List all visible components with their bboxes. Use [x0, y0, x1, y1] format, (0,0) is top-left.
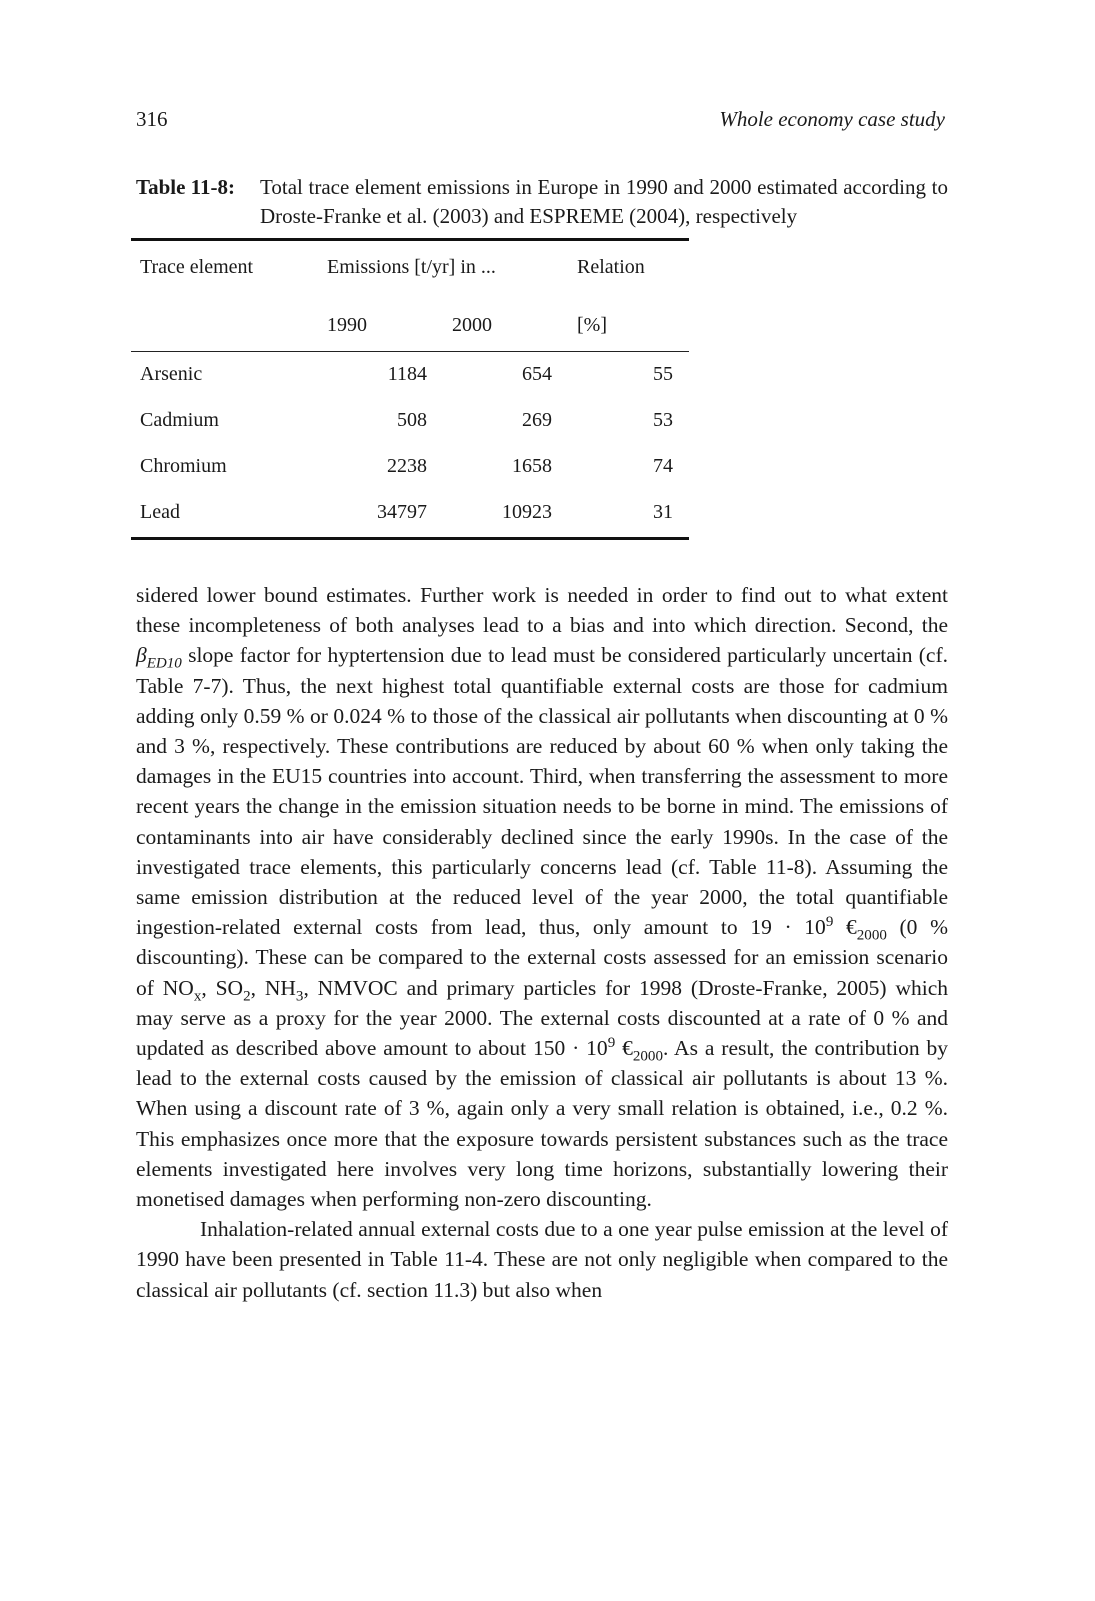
table-top-rule — [131, 238, 689, 241]
table-caption-text: Total trace element emissions in Europe in 1990 and 2000 estimated according to Droste-Franke et al. (2003) and ESPREME (2004), respectively — [260, 175, 948, 228]
col-header-relation: Relation — [577, 256, 645, 278]
subheader-percent: [%] — [577, 314, 607, 336]
euro-symbol: € — [615, 1036, 633, 1061]
text-run: . As a result, the contribution by lead to the external costs caused by the emission of classical air pollutants is about 13 %. When using a discount rate of 3 %, again only a very small relation is obtained, i.e., 0.2 %. This emphasizes once more that the exposure towards persistent substances such as the trace elements investigated here involves very long time horizons, substantially lowering their monetised damages when performing non-zero discounting. — [136, 1036, 948, 1212]
text-run: sidered lower bound estimates. Further work is needed in order to find out to what extent these incompleteness of both analyses lead to a bias and into which direction. Second, the — [136, 583, 948, 638]
text-run: , NH — [250, 975, 296, 1000]
col-header-emissions: Emissions [t/yr] in ... — [327, 256, 496, 278]
text-run: , SO — [201, 975, 244, 1000]
text-run: , NMVOC and primary particles for 1998 (Droste-Franke, 2005) which may serve as a proxy for the year 2000. The external costs discounted at a rate of 0 % and updated as described above amount to about 150 · 10 — [136, 975, 948, 1061]
cell-relation: 53 — [653, 409, 673, 431]
cell-element: Cadmium — [140, 409, 219, 431]
table-caption-label: Table 11-8: — [136, 175, 235, 199]
cell-1990: 34797 — [377, 501, 427, 523]
paragraph — [136, 580, 948, 1214]
cell-2000: 10923 — [502, 501, 552, 523]
beta-subscript: ED10 — [146, 655, 182, 672]
subscript: 2 — [243, 987, 251, 1004]
cell-2000: 654 — [522, 363, 552, 385]
table-header-rule — [131, 351, 689, 352]
page-number: 316 — [136, 107, 168, 131]
body-text — [136, 580, 948, 1305]
text-run: slope factor for hyptertension due to lead must be considered particularly uncertain (cf. Table 7-7). Thus, the next highest total quantifiable external costs are those for cadmium adding only 0.59 % or 0.024 % to those of the classical air pollutants when discounting at 0 % and 3 %, respectively. These contributions are reduced by about 60 % when only taking the damages in the EU15 countries into account. Third, when transferring the assessment to more recent years the change in the emission situation needs to be borne in mind. The emissions of contaminants into air have considerably declined since the early 1990s. In the case of the investigated trace elements, this particularly concerns lead (cf. Table 11-8). Assuming the same emission distribution at the reduced level of the year 2000, the total quantifiable ingestion-related external costs from lead, thus, only amount to 19 · 10 — [136, 643, 948, 940]
superscript: 9 — [607, 1034, 616, 1051]
cell-1990: 508 — [397, 409, 427, 431]
cell-1990: 2238 — [387, 455, 427, 477]
subheader-1990: 1990 — [327, 314, 367, 336]
cell-1990: 1184 — [387, 363, 427, 385]
cell-2000: 1658 — [512, 455, 552, 477]
running-title: Whole economy case study — [719, 107, 945, 131]
col-header-trace-element: Trace element — [140, 256, 254, 278]
cell-relation: 31 — [653, 501, 673, 523]
cell-element: Chromium — [140, 455, 227, 477]
cell-relation: 74 — [653, 455, 673, 477]
subscript: x — [193, 987, 202, 1004]
cell-relation: 55 — [653, 363, 673, 385]
subscript: 2000 — [632, 1048, 663, 1065]
table-bottom-rule — [131, 537, 689, 540]
euro-symbol: € — [833, 915, 857, 940]
cell-element: Arsenic — [140, 363, 203, 385]
beta-symbol: β — [136, 643, 147, 668]
cell-element: Lead — [140, 501, 180, 523]
cell-2000: 269 — [522, 409, 552, 431]
subheader-2000: 2000 — [452, 314, 492, 336]
running-header — [136, 107, 945, 137]
text-run: (0 % discounting). These can be compared to the external costs assessed for an emission scenario of NO — [136, 915, 949, 1000]
subscript: 3 — [295, 987, 304, 1004]
superscript: 9 — [825, 914, 834, 931]
paragraph: Inhalation-related annual external costs due to a one year pulse emission at the level of 1990 have been presented in Table 11-4. These are not only negligible when compared to the classical air pollutants (cf. section 11.3) but also when — [136, 1217, 948, 1302]
subscript: 2000 — [856, 927, 887, 944]
